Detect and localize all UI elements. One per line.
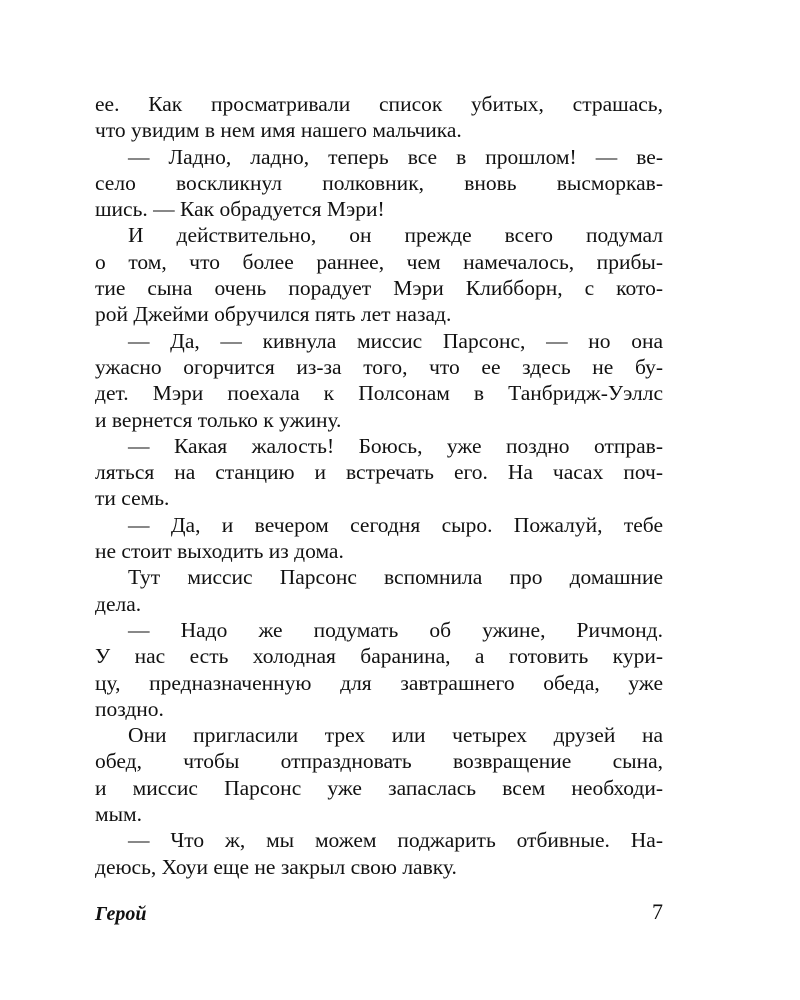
text-line: шись. — Как обрадуется Мэри! — [95, 197, 385, 222]
running-footer-title: Герой — [95, 903, 147, 925]
text-line: — Ладно, ладно, теперь все в прошлом! — ве- — [128, 144, 663, 169]
text-line: ужасно огорчится из-за того, что ее здесь не бу- — [95, 354, 663, 379]
text-line: обед, чтобы отпраздновать возвращение сына, — [95, 749, 663, 774]
text-line: что увидим в нем имя нашего мальчика. — [95, 118, 462, 143]
text-line: ти семь. — [95, 486, 170, 511]
text-line: и миссис Парсонс уже запаслась всем необходи- — [95, 775, 663, 800]
text-line: не стоит выходить из дома. — [95, 539, 344, 564]
text-line: рой Джейми обручился пять лет назад. — [95, 302, 452, 327]
text-line: Тут миссис Парсонс вспомнила про домашние — [128, 565, 663, 590]
text-line: У нас есть холодная баранина, а готовить кури- — [95, 644, 663, 669]
text-line: цу, предназначенную для завтрашнего обеда, уже — [95, 670, 663, 695]
text-line: мым. — [95, 802, 143, 827]
text-line: село воскликнул полковник, вновь высморкав- — [95, 170, 663, 195]
text-line: поздно. — [95, 696, 164, 721]
text-line: о том, что более раннее, чем намечалось, прибы- — [95, 249, 663, 274]
text-line: дет. Мэри поехала к Полсонам в Танбридж-Уэллс — [95, 381, 663, 406]
text-line: Они пригласили трех или четырех друзей на — [128, 723, 663, 748]
text-line: ее. Как просматривали список убитых, страшась, — [95, 92, 663, 116]
text-line: И действительно, он прежде всего подумал — [128, 223, 663, 248]
body-text — [95, 91, 663, 880]
text-line: — Да, и вечером сегодня сыро. Пожалуй, тебе — [128, 512, 663, 537]
text-line: тие сына очень порадует Мэри Клибборн, с кото- — [95, 276, 663, 301]
text-line: — Да, — кивнула миссис Парсонс, — но она — [128, 328, 663, 353]
text-line: и вернется только к ужину. — [95, 407, 342, 432]
text-line: — Надо же подумать об ужине, Ричмонд. — [128, 617, 663, 642]
text-line: ляться на станцию и встречать его. На часах поч- — [95, 460, 663, 485]
page-number: 7 — [652, 899, 663, 924]
text-line: — Что ж, мы можем поджарить отбивные. На- — [128, 828, 663, 853]
text-line: — Какая жалость! Боюсь, уже поздно отправ- — [128, 433, 663, 458]
text-line: дела. — [95, 591, 142, 616]
text-line: деюсь, Хоуи еще не закрыл свою лавку. — [95, 854, 457, 879]
